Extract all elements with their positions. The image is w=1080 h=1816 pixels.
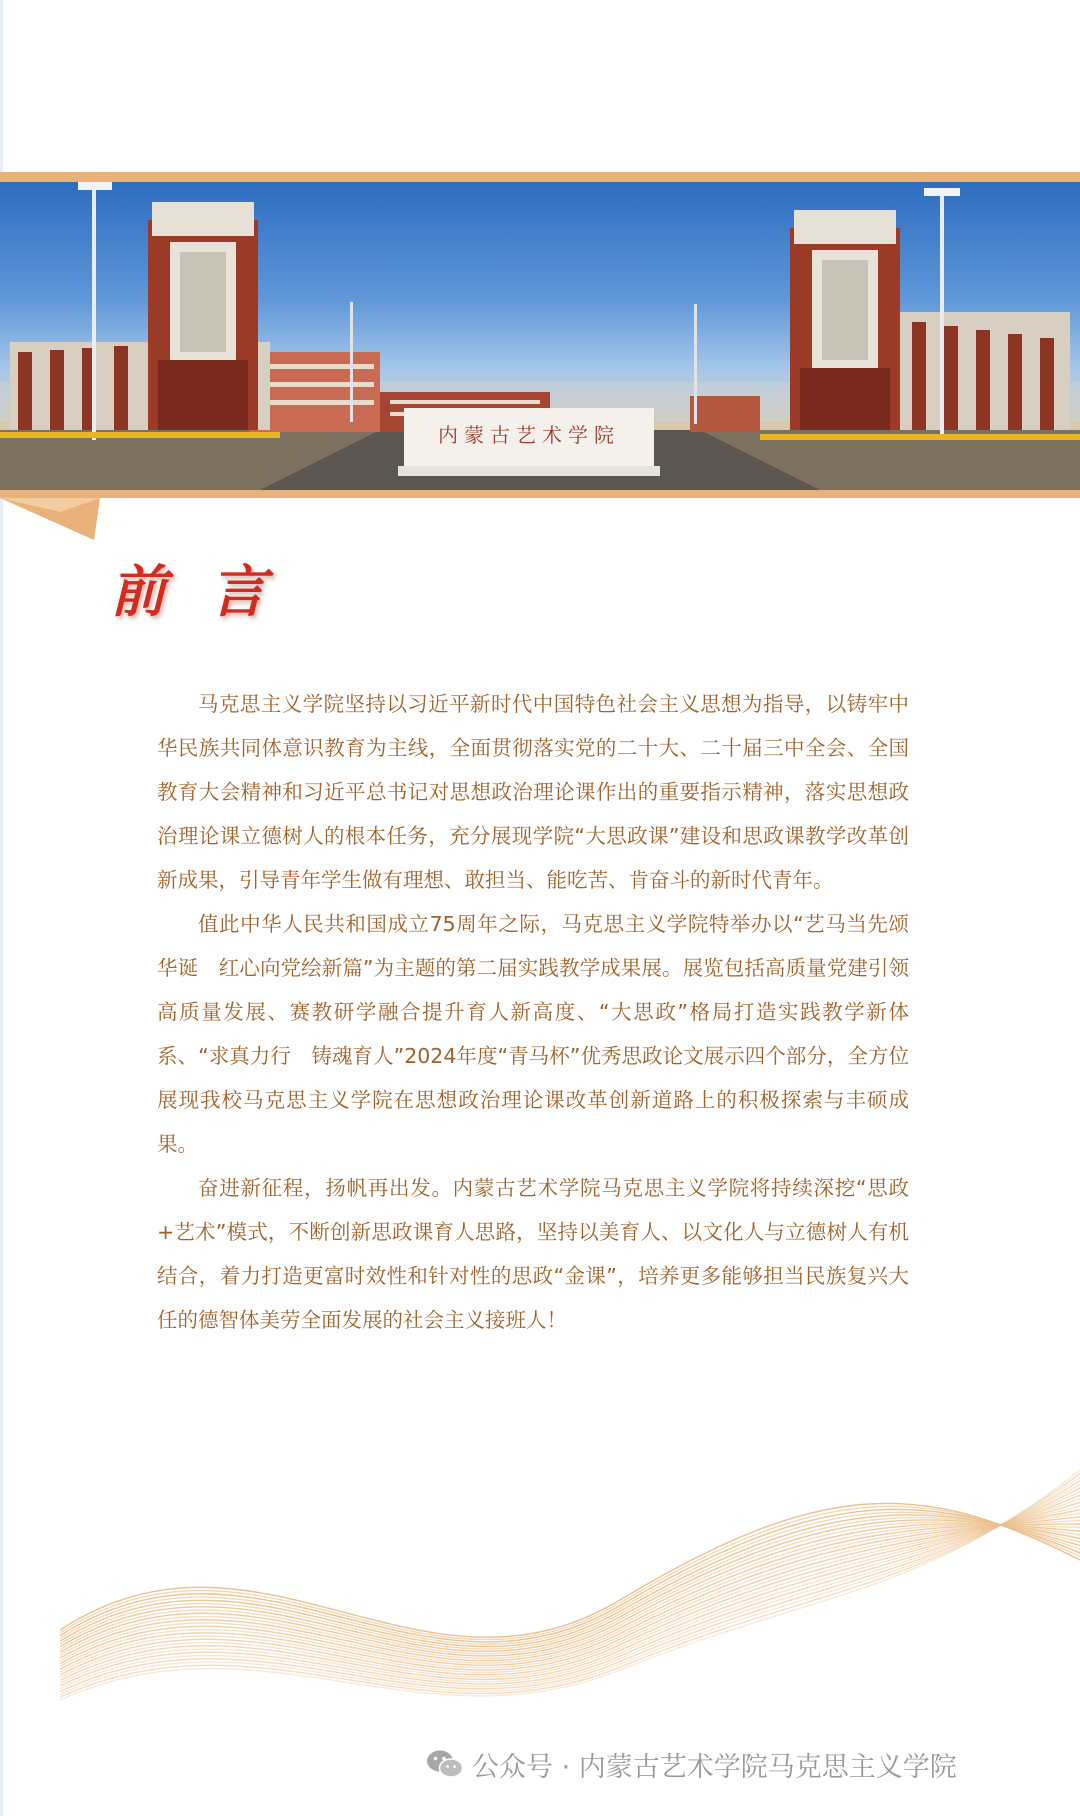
campus-gate-photo <box>0 182 1080 490</box>
preface-paragraph-1: 马克思主义学院坚持以习近平新时代中国特色社会主义思想为指导，以铸牢中华民族共同体意识教育为主线，全面贯彻落实党的二十大、二十届三中全会、全国教育大会精神和习近平总书记对思想政治理论课作出的重要指示精神，落实思想政治理论课立德树人的根本任务，充分展现学院“大思政课”建设和思政课教学改革创新成果，引导青年学生做有理想、敢担当、能吃苦、肯奋斗的新时代青年。 <box>157 692 909 892</box>
gate-inscription: 内蒙古艺术学院 <box>438 423 620 447</box>
footer-source <box>426 1744 957 1784</box>
footer-text: 公众号 · 内蒙古艺术学院马克思主义学院 <box>472 1751 957 1783</box>
preface-body <box>157 682 909 1342</box>
banner-top-rule <box>0 172 1080 182</box>
preface-heading: 前言 <box>110 559 310 625</box>
corner-tab-decoration <box>0 498 100 540</box>
golden-wave-lines-decoration <box>60 1430 1080 1730</box>
wave-line <box>60 1477 1080 1694</box>
preface-paragraph-3: 奋进新征程，扬帆再出发。内蒙古艺术学院马克思主义学院将持续深挖“思政+艺术”模式，不断创新思政课育人思路，坚持以美育人、以文化人与立德树人有机结合，着力打造更富时效性和针对性的思政“金课”，培养更多能够担当民族复兴大任的德智体美劳全面发展的社会主义接班人！ <box>157 1176 909 1332</box>
banner-bottom-rule <box>0 490 1080 498</box>
preface-paragraph-2: 值此中华人民共和国成立75周年之际，马克思主义学院特举办以“艺马当先颂华诞 红心向党绘新篇”为主题的第二届实践教学成果展。展览包括高质量党建引领高质量发展、赛教研学融合提升育人新高度、“大思政”格局打造实践教学新体系、“求真力行 铸魂育人”2024年度“青马杯”优秀思政论文展示四个部分，全方位展现我校马克思主义学院在思想政治理论课改革创新道路上的积极探索与丰硕成果。 <box>157 912 909 1156</box>
wechat-icon <box>426 1749 464 1779</box>
